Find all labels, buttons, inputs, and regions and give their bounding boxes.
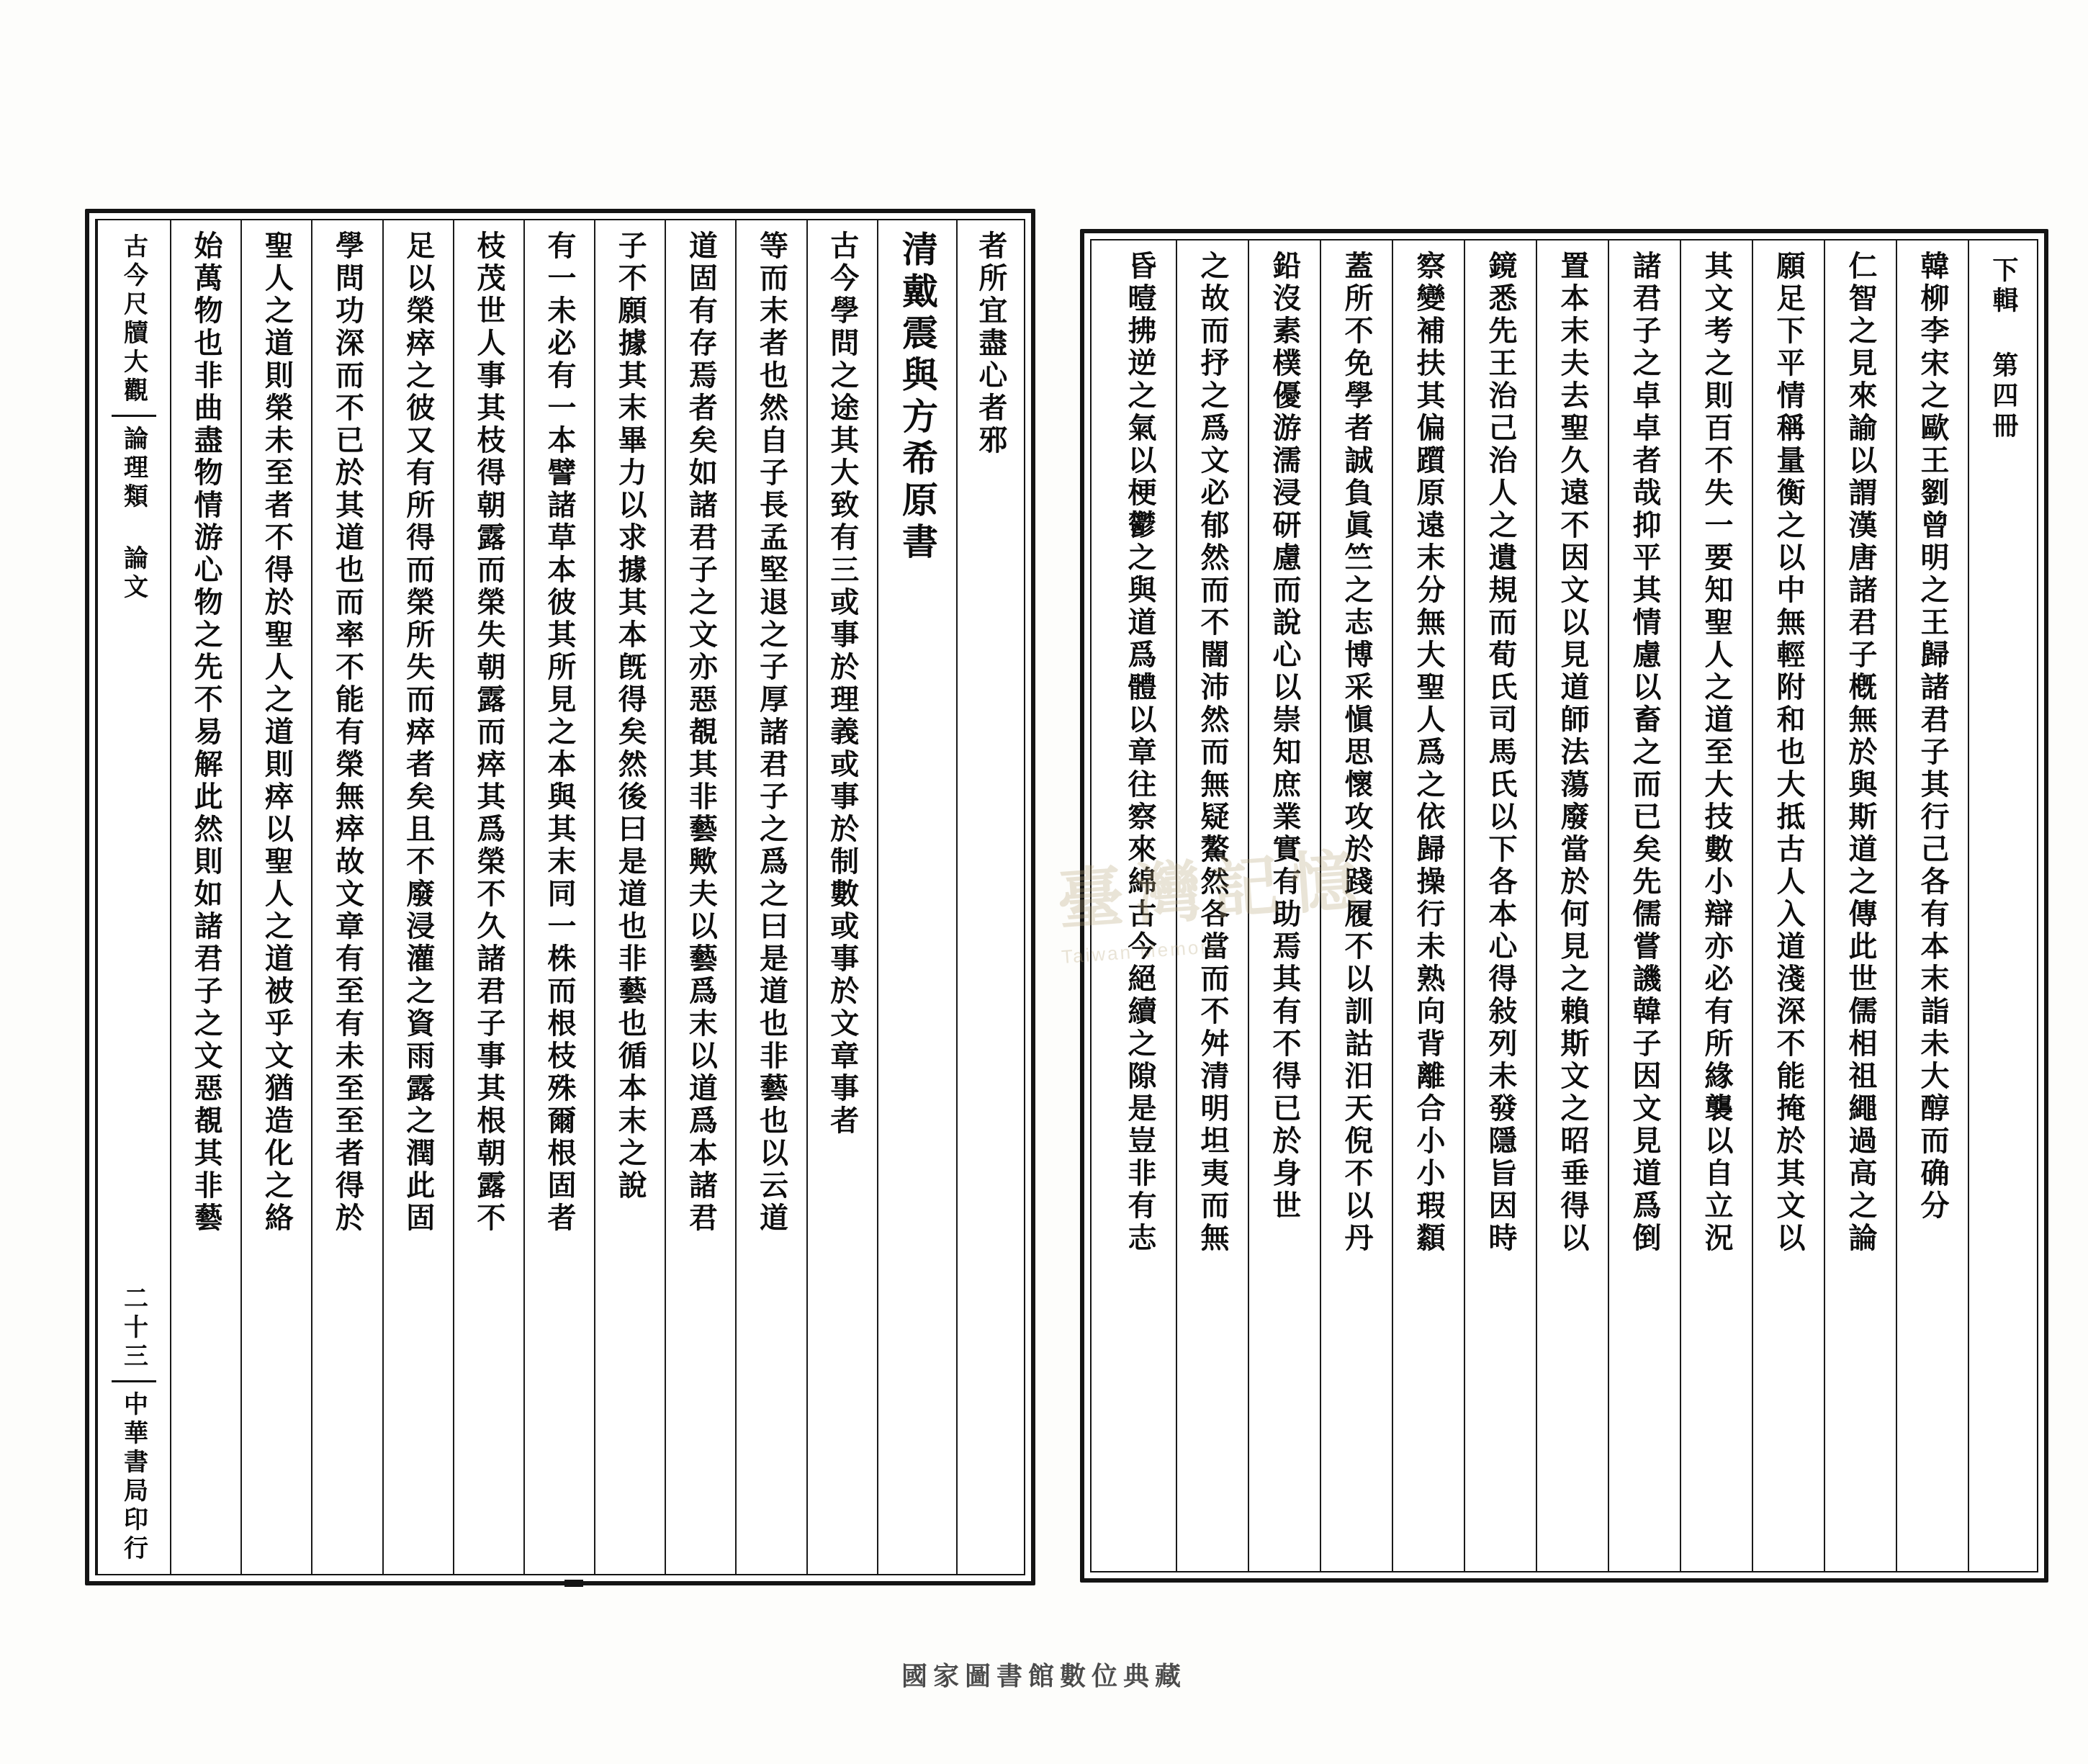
column-text: 道固有存焉者矣如諸君子之文亦惡覩其非藝歟夫以藝爲末以道爲本諸君 [684,230,719,1235]
register-mark [564,1580,583,1587]
text-column [1248,240,1320,1571]
column-text: 韓柳李宋之歐王劉曾明之王歸諸君子其行己各有本末詣未大醇而确分 [1916,251,1950,1223]
column-text: 願足下平情稱量衡之以中無輕附和也大抵古人入道淺深不能掩於其文以 [1772,251,1806,1255]
volume-header: 下輯 第四冊 [1988,256,2019,442]
column-text: 鉛沒素樸優游濡浸研慮而說心以崇知庶業實有助焉其有不得已於身世 [1268,251,1302,1223]
column-text: 蓋所不免學者誠負眞竺之志博采愼思懷攻於踐履不以訓詁汨天倪不以丹 [1340,251,1374,1255]
text-column [382,220,453,1574]
page-number: 二十三 [119,1285,148,1372]
section-label: 論理類 論文 [119,426,148,603]
text-column [1824,240,1896,1571]
series-title: 古今尺牘大觀 [119,233,148,406]
article-title: 清戴震與方希原書 [896,230,940,564]
text-column [1104,240,1176,1571]
text-column [523,220,594,1574]
text-column [453,220,523,1574]
column-text: 察變補扶其偏躓原遠末分無大聖人爲之依歸操行未熟向背離合小小瑕纇 [1412,251,1446,1255]
column-text: 古今學問之途其大致有三或事於理義或事於制數或事於文章事者 [825,230,860,1138]
column-text: 有一未必有一本譬諸草本彼其所見之本與其末同一株而根枝殊爾根固者 [543,230,577,1235]
article-title-column [877,220,956,1574]
archive-caption: 國家圖書館數位典藏 [901,1661,1187,1691]
text-column [311,220,382,1574]
right-leaf [1080,229,2048,1583]
text-column [1392,240,1464,1571]
column-text: 聖人之道則榮未至者不得於聖人之道則瘁以聖人之道被乎文猶造化之絡 [260,230,294,1235]
text-column [806,220,877,1574]
column-text: 者所宜盡心者邪 [973,230,1008,457]
column-text: 枝茂世人事其枝得朝露而榮失朝露而瘁其爲榮不久諸君子事其根朝露不 [472,230,506,1235]
text-column [665,220,735,1574]
text-column [1680,240,1752,1571]
text-column [1176,240,1248,1571]
column-text: 之故而抒之爲文必郁然而不闇沛然而無疑鰲然各當而不舛清明坦夷而無 [1196,251,1230,1255]
spine-banner [96,220,170,1574]
text-column [240,220,311,1574]
column-text: 置本末夫去聖久遠不因文以見道師法蕩廢當於何見之賴斯文之昭垂得以 [1556,251,1590,1255]
text-column [735,220,806,1574]
text-column [1464,240,1536,1571]
right-leaf-text-block [1090,239,2038,1572]
column-text: 始萬物也非曲盡物情游心物之先不易解此然則如諸君子之文惡覩其非藝 [189,230,224,1235]
column-text: 仁智之見來諭以謂漢唐諸君子槪無於與斯道之傳此世儒相祖繩過高之論 [1844,251,1878,1255]
watermark-chinese: 臺灣記憶 [1054,840,1371,940]
column-text: 等而末者也然自子長孟堅退之子厚諸君子之爲之曰是道也非藝也以云道 [755,230,789,1235]
column-text: 其文考之則百不失一要知聖人之道至大技數小辯亦必有所緣襲以自立況 [1700,251,1734,1255]
text-column [170,220,240,1574]
spine-divider [112,1380,156,1382]
text-column [1536,240,1608,1571]
column-text: 鏡悉先王治己治人之遺規而荀氏司馬氏以下各本心得敍列未發隱旨因時 [1484,251,1518,1255]
column-text: 諸君子之卓卓者哉抑平其情慮以畜之而已矣先儒嘗譏韓子因文見道爲倒 [1628,251,1662,1255]
text-column [956,220,1024,1574]
column-text: 學問功深而不已於其道也而率不能有榮無瘁故文章有至有未至至者得於 [330,230,365,1235]
text-column [1752,240,1824,1571]
left-leaf [85,209,1035,1585]
right-leaf-header-column [1968,240,2037,1571]
publisher-imprint: 中華書局印行 [119,1391,148,1564]
watermark-english: Taiwan Memory [1061,935,1221,968]
text-column [594,220,665,1574]
column-text: 昏曀拂逆之氣以梗鬱之與道爲體以章往察來綿古今絕續之隙是豈非有志 [1123,251,1157,1255]
text-column [1608,240,1680,1571]
text-column [1320,240,1392,1571]
column-text: 足以榮瘁之彼又有所得而榮所失而瘁者矣且不廢浸灌之資雨露之潤此固 [401,230,436,1235]
column-text: 子不願據其末畢力以求據其本旣得矣然後曰是道也非藝也循本末之說 [613,230,648,1202]
spine-divider [112,415,156,417]
text-column [1896,240,1968,1571]
left-leaf-text-block [95,219,1025,1575]
